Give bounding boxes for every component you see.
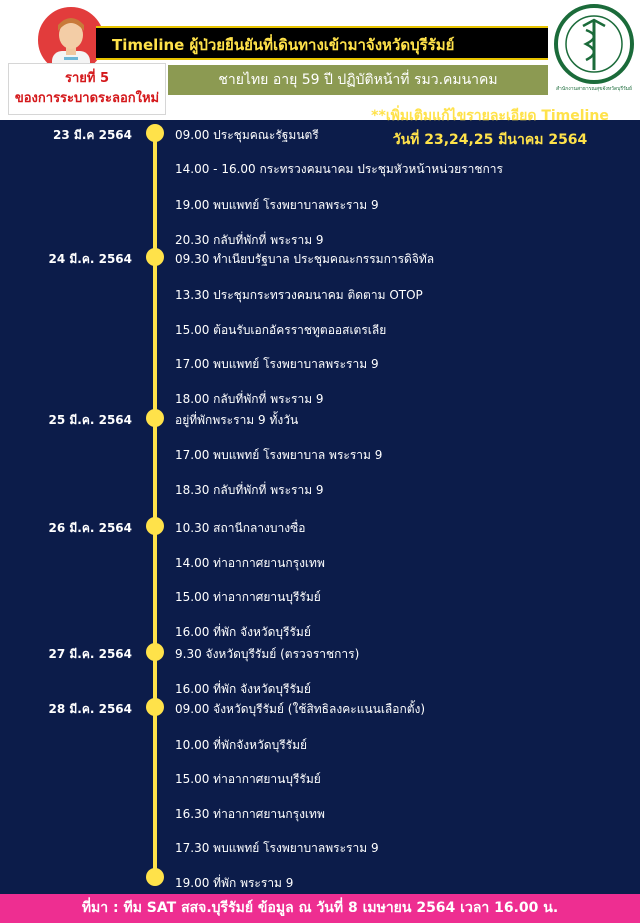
page-title: Timeline ผู้ป่วยยืนยันที่เดินทางเข้ามาจังหวัดบุรีรัมย์ — [96, 26, 548, 60]
update-note-line1: **เพิ่มเติมแก้ไขรายละเอียด Timeline — [371, 108, 609, 124]
timeline-event: 18.00 กลับที่พักที่ พระราม 9 — [175, 392, 324, 406]
header — [0, 0, 640, 120]
timeline-date: 23 มี.ค 2564 — [53, 128, 132, 142]
timeline-event: 9.30 จังหวัดบุรีรัมย์ (ตรวจราชการ) — [175, 647, 360, 661]
case-number-label: รายที่ 5 — [64, 71, 110, 86]
timeline-event: อยู่ที่พักพระราม 9 ทั้งวัน — [175, 413, 299, 427]
timeline-event: 17.00 พบแพทย์ โรงพยาบาลพระราม 9 — [175, 357, 379, 371]
timeline-dot — [146, 517, 164, 535]
timeline-date: 26 มี.ค. 2564 — [48, 521, 132, 535]
timeline-date: 27 มี.ค. 2564 — [48, 647, 132, 661]
timeline-event: 09.00 จังหวัดบุรีรัมย์ (ใช้สิทธิลงคะแนนเลือกตั้ง) — [175, 702, 426, 716]
timeline-event: 16.00 ที่พัก จังหวัดบุรีรัมย์ — [175, 625, 311, 639]
source-footer: ที่มา : ทีม SAT สสจ.บุรีรัมย์ ข้อมูล ณ วันที่ 8 เมษายน 2564 เวลา 16.00 น. — [0, 894, 640, 923]
timeline-event: 16.00 ที่พัก จังหวัดบุรีรัมย์ — [175, 682, 311, 696]
ministry-logo — [553, 2, 635, 86]
logo-caption: สำนักงานสาธารณสุขจังหวัดบุรีรัมย์ — [556, 86, 632, 92]
timeline-event: 09.30 ทำเนียบรัฐบาล ประชุมคณะกรรมการดิจิทัล — [175, 252, 435, 266]
timeline-dot — [146, 124, 164, 142]
timeline-event: 19.00 พบแพทย์ โรงพยาบาลพระราม 9 — [175, 198, 379, 212]
timeline-event: 15.00 ต้อนรับเอกอัครราชทูตออสเตรเลีย — [175, 323, 387, 337]
update-note-line2: วันที่ 23,24,25 มีนาคม 2564 — [392, 132, 588, 148]
timeline-event: 09.00 ประชุมคณะรัฐมนตรี — [175, 128, 319, 142]
timeline-event: 14.00 ท่าอากาศยานกรุงเทพ — [175, 556, 325, 570]
timeline-dot — [146, 248, 164, 266]
patient-info: ชายไทย อายุ 59 ปี ปฏิบัติหน้าที่ รมว.คมนาคม — [168, 65, 548, 95]
timeline-dot — [146, 409, 164, 427]
timeline-date: 24 มี.ค. 2564 — [48, 252, 132, 266]
timeline-event: 19.00 ที่พัก พระราม 9 — [175, 876, 294, 890]
timeline-event: 17.30 พบแพทย์ โรงพยาบาลพระราม 9 — [175, 841, 379, 855]
timeline-event: 10.00 ที่พักจังหวัดบุรีรัมย์ — [175, 738, 308, 752]
timeline-event: 10.30 สถานีกลางบางซื่อ — [175, 521, 306, 535]
timeline-event: 17.00 พบแพทย์ โรงพยาบาล พระราม 9 — [175, 448, 383, 462]
timeline-event: 13.30 ประชุมกระทรวงคมนาคม ติดตาม OTOP — [175, 288, 423, 302]
case-number-badge — [8, 63, 166, 115]
ministry-of-public-health-logo-icon — [553, 2, 635, 86]
timeline-dot — [146, 698, 164, 716]
timeline-event: 15.00 ท่าอากาศยานบุรีรัมย์ — [175, 772, 321, 786]
timeline-event: 16.30 ท่าอากาศยานกรุงเทพ — [175, 807, 325, 821]
timeline-date: 25 มี.ค. 2564 — [48, 413, 132, 427]
timeline-event: 20.30 กลับที่พักที่ พระราม 9 — [175, 233, 324, 247]
timeline-event: 18.30 กลับที่พักที่ พระราม 9 — [175, 483, 324, 497]
timeline-event: 15.00 ท่าอากาศยานบุรีรัมย์ — [175, 590, 321, 604]
outbreak-wave-label: ของการระบาดระลอกใหม่ — [14, 91, 160, 106]
timeline-event: 14.00 - 16.00 กระทรวงคมนาคม ประชุมหัวหน้าหน่วยราชการ — [175, 162, 503, 176]
timeline-line — [153, 128, 157, 880]
update-note — [340, 104, 640, 152]
timeline-date: 28 มี.ค. 2564 — [48, 702, 132, 716]
timeline-dot — [146, 868, 164, 886]
timeline-dot — [146, 643, 164, 661]
